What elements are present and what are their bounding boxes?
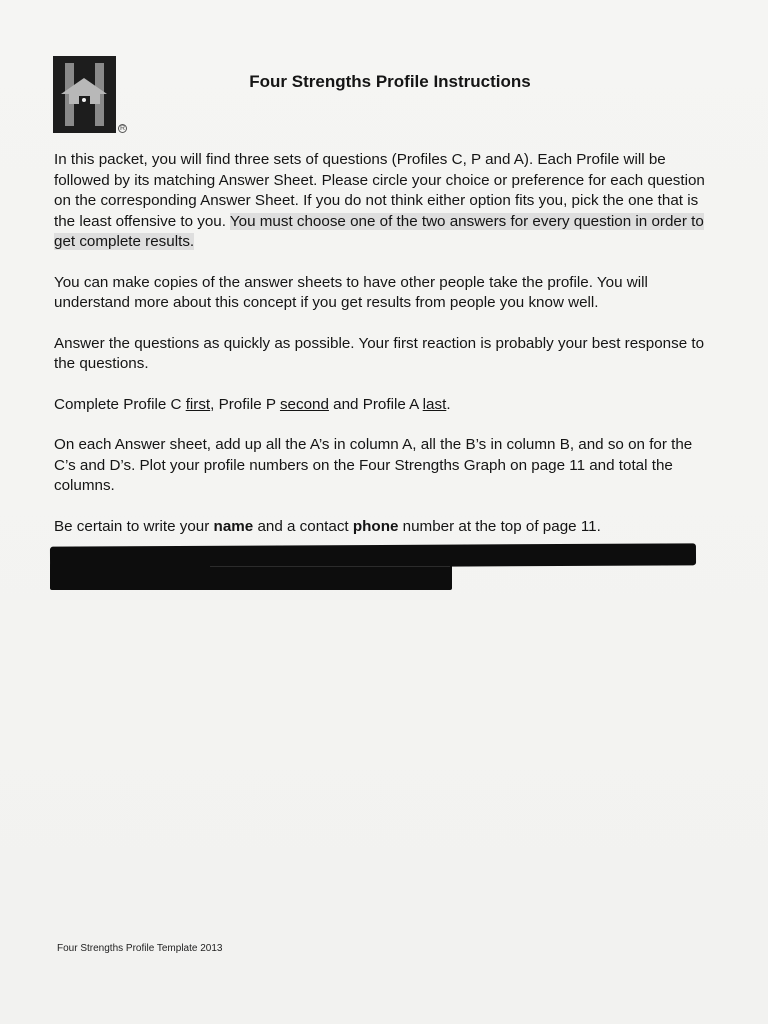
redaction-bar-2 xyxy=(50,563,452,590)
bold-name: name xyxy=(213,517,254,535)
instructions-body xyxy=(54,150,714,557)
paragraph-3: Answer the questions as quickly as possible. Your first reaction is probably your best response to the questions. xyxy=(54,334,705,372)
paragraph-1 xyxy=(54,150,714,253)
bold-phone: phone xyxy=(352,517,399,535)
p6-text-3: number at the top of page 11. xyxy=(398,517,601,535)
registered-mark-icon: R xyxy=(119,125,126,132)
underlined-second: second xyxy=(279,395,329,413)
p4-text-3: and Profile A xyxy=(328,395,423,413)
paragraph-2: You can make copies of the answer sheets to have other people take the profile. You will understand more about this concept if you get results from people you know well. xyxy=(54,273,648,311)
highlighted-requirement: You must choose one of the two answers for every question in order to get complete results. xyxy=(54,212,704,250)
p6-text-2: and a contact xyxy=(253,517,353,535)
underlined-last: last xyxy=(422,395,447,413)
footer-text: Four Strengths Profile Template 2013 xyxy=(57,943,223,954)
p6-text-1: Be certain to write your xyxy=(54,517,214,535)
paragraph-5: On each Answer sheet, add up all the A’s in column A, all the B’s in column B, and so on for the C’s and D’s. Plot your profile numbers on the Four Strengths Graph on page 11 and total the columns. xyxy=(54,436,693,494)
underlined-first: first xyxy=(185,395,211,413)
paragraph-4 xyxy=(54,395,714,416)
p4-text-4: . xyxy=(446,395,451,413)
paragraph-1-text: In this packet, you will find three sets of questions (Profiles C, P and A). Each Profile will be followed by its matching Answer Sheet. Please circle your choice or preference for each question on the corresponding Answer Sheet. If you do not think either option fits you, pick the one that is the least offensive to you. xyxy=(54,151,705,230)
house-h-logo-icon xyxy=(53,56,116,133)
p4-text-2: , Profile P xyxy=(210,395,280,413)
paragraph-6 xyxy=(54,517,714,538)
page-title: Four Strengths Profile Instructions xyxy=(249,72,531,91)
p4-text-1: Complete Profile C xyxy=(54,395,186,413)
redaction-scratch xyxy=(210,566,450,567)
